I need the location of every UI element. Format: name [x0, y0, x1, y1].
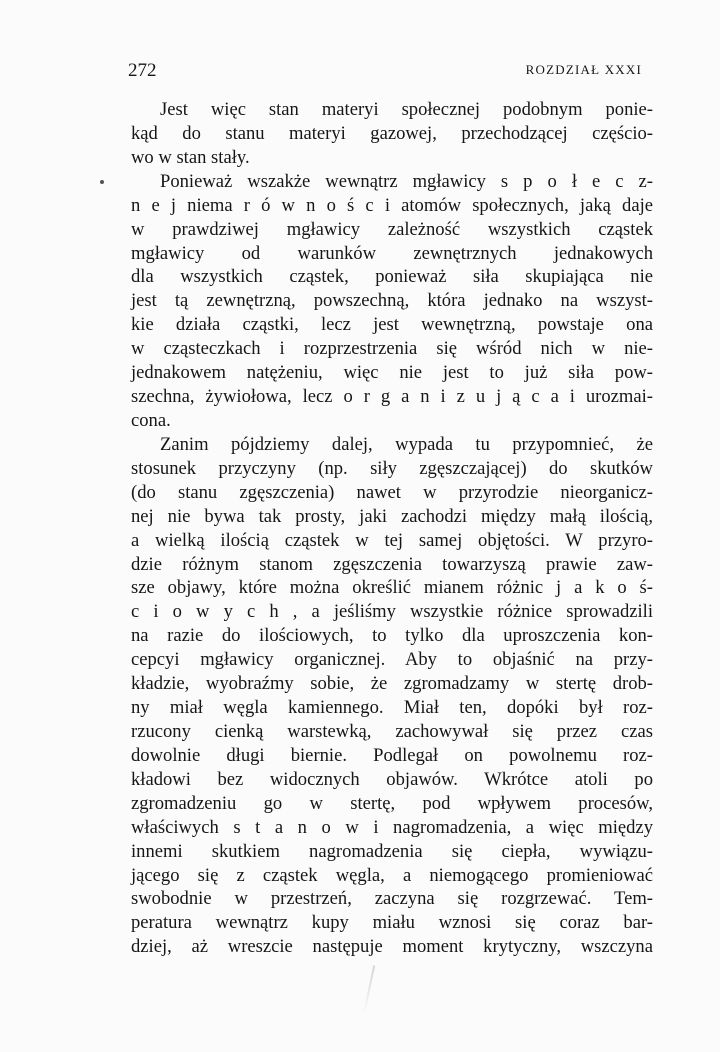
text-line: zgromadzeniu go w stertę, pod wpływem procesów, [131, 792, 653, 814]
text-line: dla wszystkich cząstek, ponieważ siła skupiająca nie [131, 266, 653, 288]
text-line: w prawdziwej mgławicy zależność wszystkich cząstek [131, 218, 653, 240]
text-line: kładzie, wyobraźmy sobie, że zgromadzamy w stertę drob- [131, 673, 653, 695]
text-line: peratura wewnątrz kupy miału wznosi się coraz bar- [131, 912, 653, 934]
text-line: n e j niema r ó w n o ś c i atomów społecznych, jaką daje [131, 194, 653, 216]
text-line: (do stanu zgęszczenia) nawet w przyrodzie nieorganicz- [131, 481, 653, 503]
text-line: rzucony cienką warstewką, zachowywał się przez czas [131, 720, 653, 742]
text-line: stosunek przyczyny (np. siły zgęszczającej) do skutków [131, 457, 653, 479]
text-line: cepcyi mgławicy organicznej. Aby to objaśnić na przy- [131, 649, 653, 671]
ink-dot [100, 180, 104, 184]
text-line: na razie do ilościowych, to tylko dla uproszczenia kon- [131, 625, 653, 647]
text-line: a wielką ilością cząstek w tej samej objętości. W przyro- [131, 529, 653, 551]
text-line: nej nie bywa tak prosty, jaki zachodzi między małą ilością, [131, 505, 653, 527]
text-line: swobodnie w przestrzeń, zaczyna się rozgrzewać. Tem- [131, 888, 653, 910]
page-header [128, 60, 642, 84]
text-line: dziej, aż wreszcie następuje moment krytyczny, wszczyna [131, 936, 653, 958]
text-line: jest tą zewnętrzną, powszechną, która jednako na wszyst- [131, 290, 653, 312]
text-line: Ponieważ wszakże wewnątrz mgławicy s p o ł e c z- [160, 170, 653, 192]
text-line: wo w stan stały. [131, 146, 250, 168]
paper-scratch [363, 965, 375, 1014]
text-line: kie działa cząstki, lecz jest wewnętrzną, powstaje ona [131, 314, 653, 336]
text-line: mgławicy od warunków zewnętrznych jednakowych [131, 242, 653, 264]
text-line: szechna, żywiołowa, lecz o r g a n i z u j ą c a i urozmai- [131, 386, 653, 408]
text-line: dzie różnym stanom zgęszczenia towarzyszą prawie zaw- [131, 553, 653, 575]
text-line: dowolnie długi biernie. Podlegał on powolnemu roz- [131, 744, 653, 766]
text-line: ny miał węgla kamiennego. Miał ten, dopóki był roz- [131, 697, 653, 719]
text-line: kładowi bez widocznych objawów. Wkrótce atoli po [131, 768, 653, 790]
text-line: właściwych s t a n o w i nagromadzenia, a więc między [131, 816, 653, 838]
text-line: Zanim pójdziemy dalej, wypada tu przypomnieć, że [160, 433, 653, 455]
text-line: Jest więc stan materyi społecznej podobnym ponie- [160, 99, 653, 120]
text-line: kąd do stanu materyi gazowej, przechodzącej częścio- [131, 122, 653, 144]
text-line: innemi skutkiem nagromadzenia się ciepła, wywiązu- [131, 840, 653, 862]
text-line: cona. [131, 409, 171, 431]
text-line: w cząsteczkach i rozprzestrzenia się wśród nich w nie- [131, 338, 653, 360]
text-line: jącego się z cząstek węgla, a niemogącego promieniować [131, 864, 653, 886]
page-number: 272 [128, 60, 157, 81]
running-head: ROZDZIAŁ XXXI [525, 62, 642, 77]
text-line: jednakowem natężeniu, więc nie jest to już siła pow- [131, 362, 653, 384]
body-text [131, 98, 653, 959]
text-line: sze objawy, które można określić mianem różnic j a k o ś- [131, 577, 653, 599]
text-line: c i o w y c h , a jeśliśmy wszystkie różnice sprowadzili [131, 601, 653, 623]
